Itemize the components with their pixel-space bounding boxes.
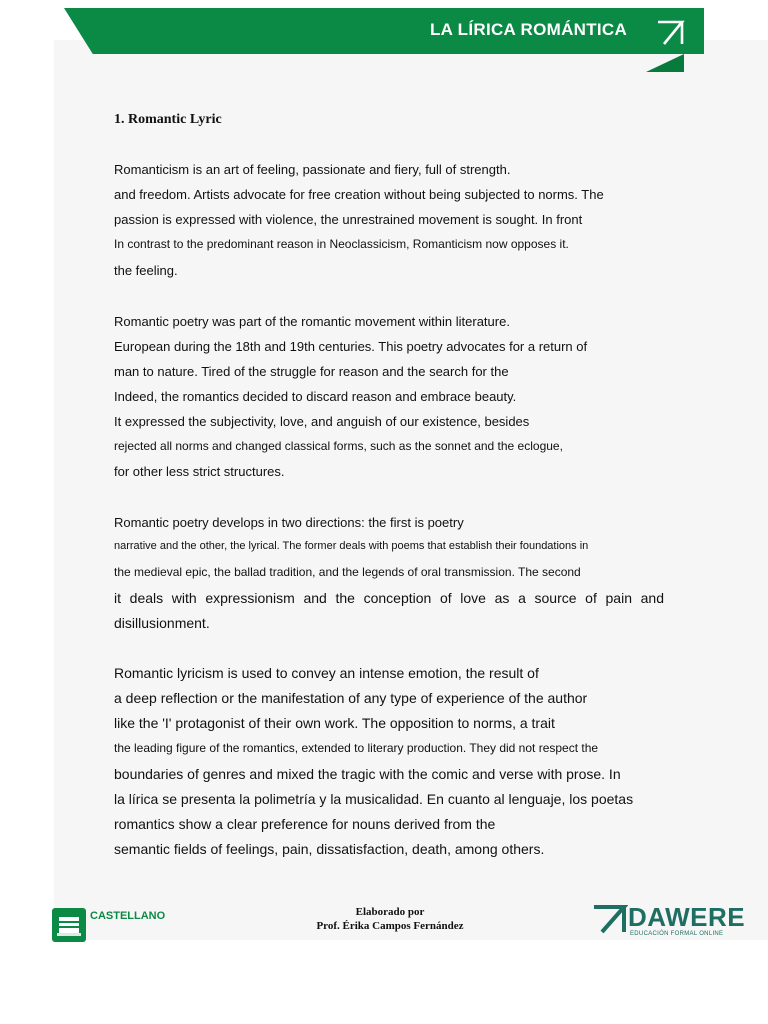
subject-badge	[52, 908, 86, 942]
text-line: man to nature. Tired of the struggle for reason and the search for the	[114, 364, 509, 379]
credit-line-1: Elaborado por	[355, 906, 425, 918]
arrow-up-right-icon	[656, 16, 686, 46]
text-line: like the 'I' protagonist of their own work. The opposition to norms, a trait	[114, 715, 555, 731]
brand-name: DAWERE	[628, 902, 746, 932]
section-title: 1. Romantic Lyric	[114, 112, 222, 127]
text-line: In contrast to the predominant reason in Neoclassicism, Romanticism now opposes it.	[114, 237, 569, 251]
subject-label: CASTELLANO	[90, 910, 166, 922]
text-line: Romantic poetry was part of the romantic movement within literature.	[114, 314, 510, 329]
text-line: passion is expressed with violence, the unrestrained movement is sought. In front	[114, 212, 583, 227]
page-footer	[0, 890, 768, 950]
dawere-logo-mark-icon	[592, 904, 628, 934]
text-line: romantics show a clear preference for nouns derived from the	[114, 816, 496, 832]
header-title: LA LÍRICA ROMÁNTICA	[430, 20, 628, 39]
text-line: and freedom. Artists advocate for free creation without being subjected to norms. The	[114, 187, 604, 202]
text-line: it deals with expressionism and the conception of love as a source of pain and	[114, 590, 664, 606]
text-line: It expressed the subjectivity, love, and anguish of our existence, besides	[114, 414, 530, 429]
text-line: the medieval epic, the ballad tradition, and the legends of oral transmission. The second	[114, 565, 581, 579]
text-line: Indeed, the romantics decided to discard reason and embrace beauty.	[114, 389, 517, 404]
text-line: Romantic lyricism is used to convey an intense emotion, the result of	[114, 665, 539, 681]
text-line: the leading figure of the romantics, extended to literary production. They did not respect the	[114, 741, 599, 755]
text-line: narrative and the other, the lyrical. The former deals with poems that establish their foundations in	[114, 540, 589, 552]
text-line: a deep reflection or the manifestation of any type of experience of the author	[114, 690, 588, 706]
text-line: boundaries of genres and mixed the tragic with the comic and verse with prose. In	[114, 766, 621, 782]
text-line: Romanticism is an art of feeling, passionate and fiery, full of strength.	[114, 162, 511, 177]
text-line: la lírica se presenta la polimetría y la musicalidad. En cuanto al lenguaje, los poetas	[114, 791, 634, 807]
book-icon	[52, 908, 86, 942]
text-line: the feeling.	[114, 263, 178, 278]
text-line: European during the 18th and 19th centuries. This poetry advocates for a return of	[114, 339, 588, 354]
text-line: Romantic poetry develops in two directions: the first is poetry	[114, 515, 464, 530]
credit-line-2: Prof. Érika Campos Fernández	[316, 920, 464, 932]
text-line: disillusionment.	[114, 615, 210, 631]
brand-tagline: EDUCACIÓN FORMAL ONLINE	[630, 931, 724, 937]
text-line: rejected all norms and changed classical forms, such as the sonnet and the eclogue,	[114, 439, 563, 453]
text-line: semantic fields of feelings, pain, dissatisfaction, death, among others.	[114, 841, 545, 857]
text-line: for other less strict structures.	[114, 464, 285, 479]
